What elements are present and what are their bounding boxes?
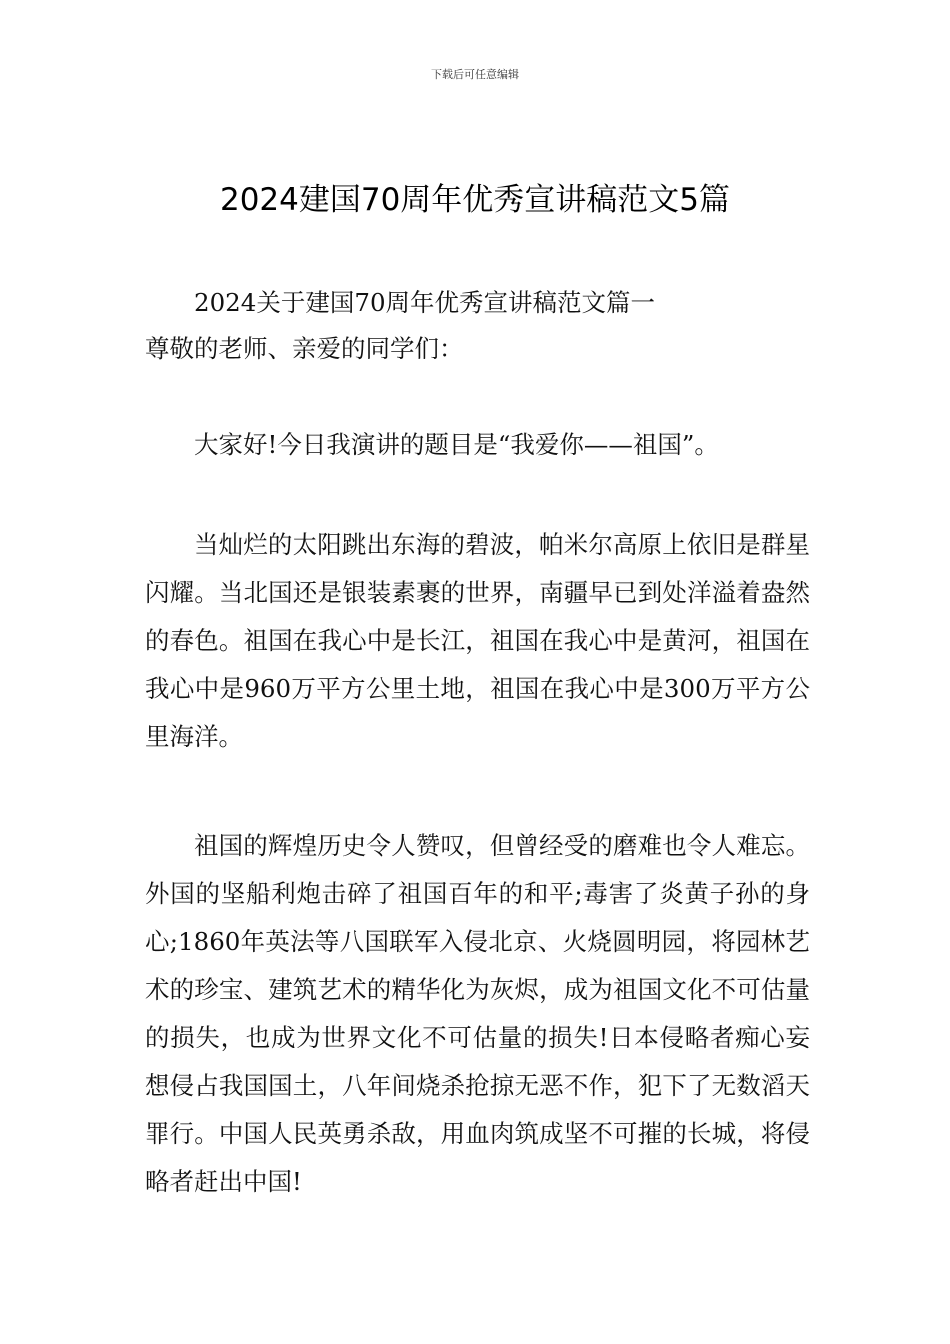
page-header-note: 下载后可任意编辑 [431, 68, 519, 81]
paragraph-opening: 大家好!今日我演讲的题目是“我爱你——祖国”。 [194, 430, 719, 459]
document-title: 2024建国70周年优秀宣讲稿范文5篇 [219, 182, 731, 218]
section-heading: 2024关于建国70周年优秀宣讲稿范文篇一 [194, 288, 656, 317]
greeting-line: 尊敬的老师、亲爱的同学们： [145, 334, 464, 363]
paragraph-motherland-landscape: 当灿烂的太阳跳出东海的碧波，帕米尔高原上依旧是群星闪耀。当北国还是银装素裹的世界，南疆早已到处洋溢着盎然的春色。祖国在我心中是长江，祖国在我心中是黄河，祖国在我心中是960万平方公里土地，祖国在我心中是300万平方公里海洋。 [145, 530, 810, 751]
paragraph-history: 祖国的辉煌历史令人赞叹，但曾经受的磨难也令人难忘。外国的坚船利炮击碎了祖国百年的和平;毒害了炎黄子孙的身心;1860年英法等八国联军入侵北京、火烧圆明园，将园林艺术的珍宝、建筑艺术的精华化为灰烬，成为祖国文化不可估量的损失，也成为世界文化不可估量的损失!日本侵略者痴心妄想侵占我国国土，八年间烧杀抢掠无恶不作，犯下了无数滔天罪行。中国人民英勇杀敌，用血肉筑成坚不可摧的长城，将侵略者赶出中国! [145, 831, 810, 1196]
